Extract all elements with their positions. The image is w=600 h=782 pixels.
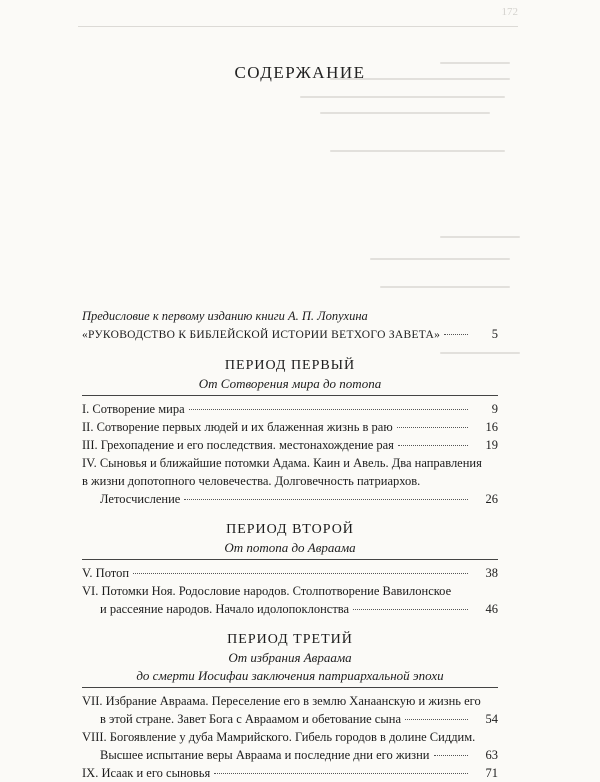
dot-leader [184,499,468,500]
dot-leader [398,445,468,446]
toc-entry-page: 16 [485,420,498,434]
dot-leader [214,773,468,774]
dot-leader [189,409,468,410]
preface-note: Предисловие к первому изданию книги А. П. Лопухина [82,309,368,323]
toc-entry-page: 26 [485,492,498,506]
toc-entry-page: 71 [485,766,498,780]
toc-entry-text: V. Потоп [82,566,130,580]
period-subtitle: От Сотворения мира до потопа [198,376,382,391]
dot-leader [133,573,468,574]
period-title: ПЕРИОД ВТОРОЙ [226,522,354,537]
section-rule [82,559,498,560]
toc-entry[interactable] [82,728,498,764]
running-head-page-number: 172 [501,6,518,18]
toc-entry[interactable] [82,764,498,782]
bleed-line [320,112,490,114]
section-rule [82,687,498,688]
toc-title: СОДЕРЖАНИЕ [234,63,366,82]
period-subtitle-2: до смерти Иосифаи заключения патриархальной эпохи [136,668,444,683]
toc-entry-text: I. Сотворение мира [82,402,185,416]
toc-entry-text: III. Грехопадение и его последствия. местонахождение рая [82,438,394,452]
dot-leader [405,719,468,720]
period-subtitle: От избрания Авраама [228,650,352,665]
period-title: ПЕРИОД ТРЕТИЙ [227,632,353,647]
toc-content [82,307,498,782]
preface-page: 5 [491,327,498,341]
dot-leader [444,334,468,335]
toc-entry[interactable] [82,582,498,618]
bleed-line [370,258,510,260]
bleed-line [440,236,520,238]
toc-entry[interactable] [82,436,498,454]
toc-entry-page: 9 [491,402,498,416]
toc-entry[interactable] [82,400,498,418]
period-subtitle: От потопа до Авраама [224,540,356,555]
toc-entry[interactable] [82,564,498,582]
period-title: ПЕРИОД ПЕРВЫЙ [224,358,356,373]
toc-entry-page: 54 [485,712,498,726]
dot-leader [397,427,468,428]
toc-entry-page: 63 [485,748,498,762]
toc-entry-text: IV. Сыновья и ближайшие потомки Адама. Каин и Авель. Два направления [82,456,482,470]
toc-entry[interactable] [82,454,498,508]
toc-entry-text: VII. Избрание Авраама. Переселение его в землю Ханаанскую и жизнь его [82,694,481,708]
toc-entry-text: Высшее испытание веры Авраама и последние дни его жизни [100,748,430,762]
toc-entry[interactable] [82,418,498,436]
bleed-line [300,96,505,98]
toc-entry-text: в этой стране. Завет Бога с Авраамом и обетование сына [100,712,401,726]
toc-entry-text: IX. Исаак и его сыновья [82,766,211,780]
running-head [78,0,518,27]
toc-entry-text: в жизни допотопного человечества. Долговечность патриархов. [82,474,421,488]
preface-title: «РУКОВОДСТВО К БИБЛЕЙСКОЙ ИСТОРИИ ВЕТХОГО ЗАВЕТА» [82,329,441,341]
toc-entry-text: VIII. Богоявление у дуба Мамрийского. Гибель городов в долине Сиддим. [82,730,476,744]
periods [82,356,498,782]
toc-entry-page: 19 [485,438,498,452]
dot-leader [353,609,468,610]
section-rule [82,395,498,396]
preface-entry [82,325,498,344]
toc-entry-text: и рассеяние народов. Начало идолопоклонства [100,602,350,616]
dot-leader [434,755,469,756]
toc-entry-page: 38 [485,566,498,580]
toc-entry-text: Летосчисление [100,492,181,506]
toc-entry-text: II. Сотворение первых людей и их блаженная жизнь в раю [82,420,393,434]
toc-entry-page: 46 [485,602,498,616]
bleed-line [330,150,505,152]
bleed-line [380,286,510,288]
toc-entry[interactable] [82,692,498,728]
toc-entry-text: VI. Потомки Ноя. Родословие народов. Столпотворение Вавилонское [82,584,452,598]
